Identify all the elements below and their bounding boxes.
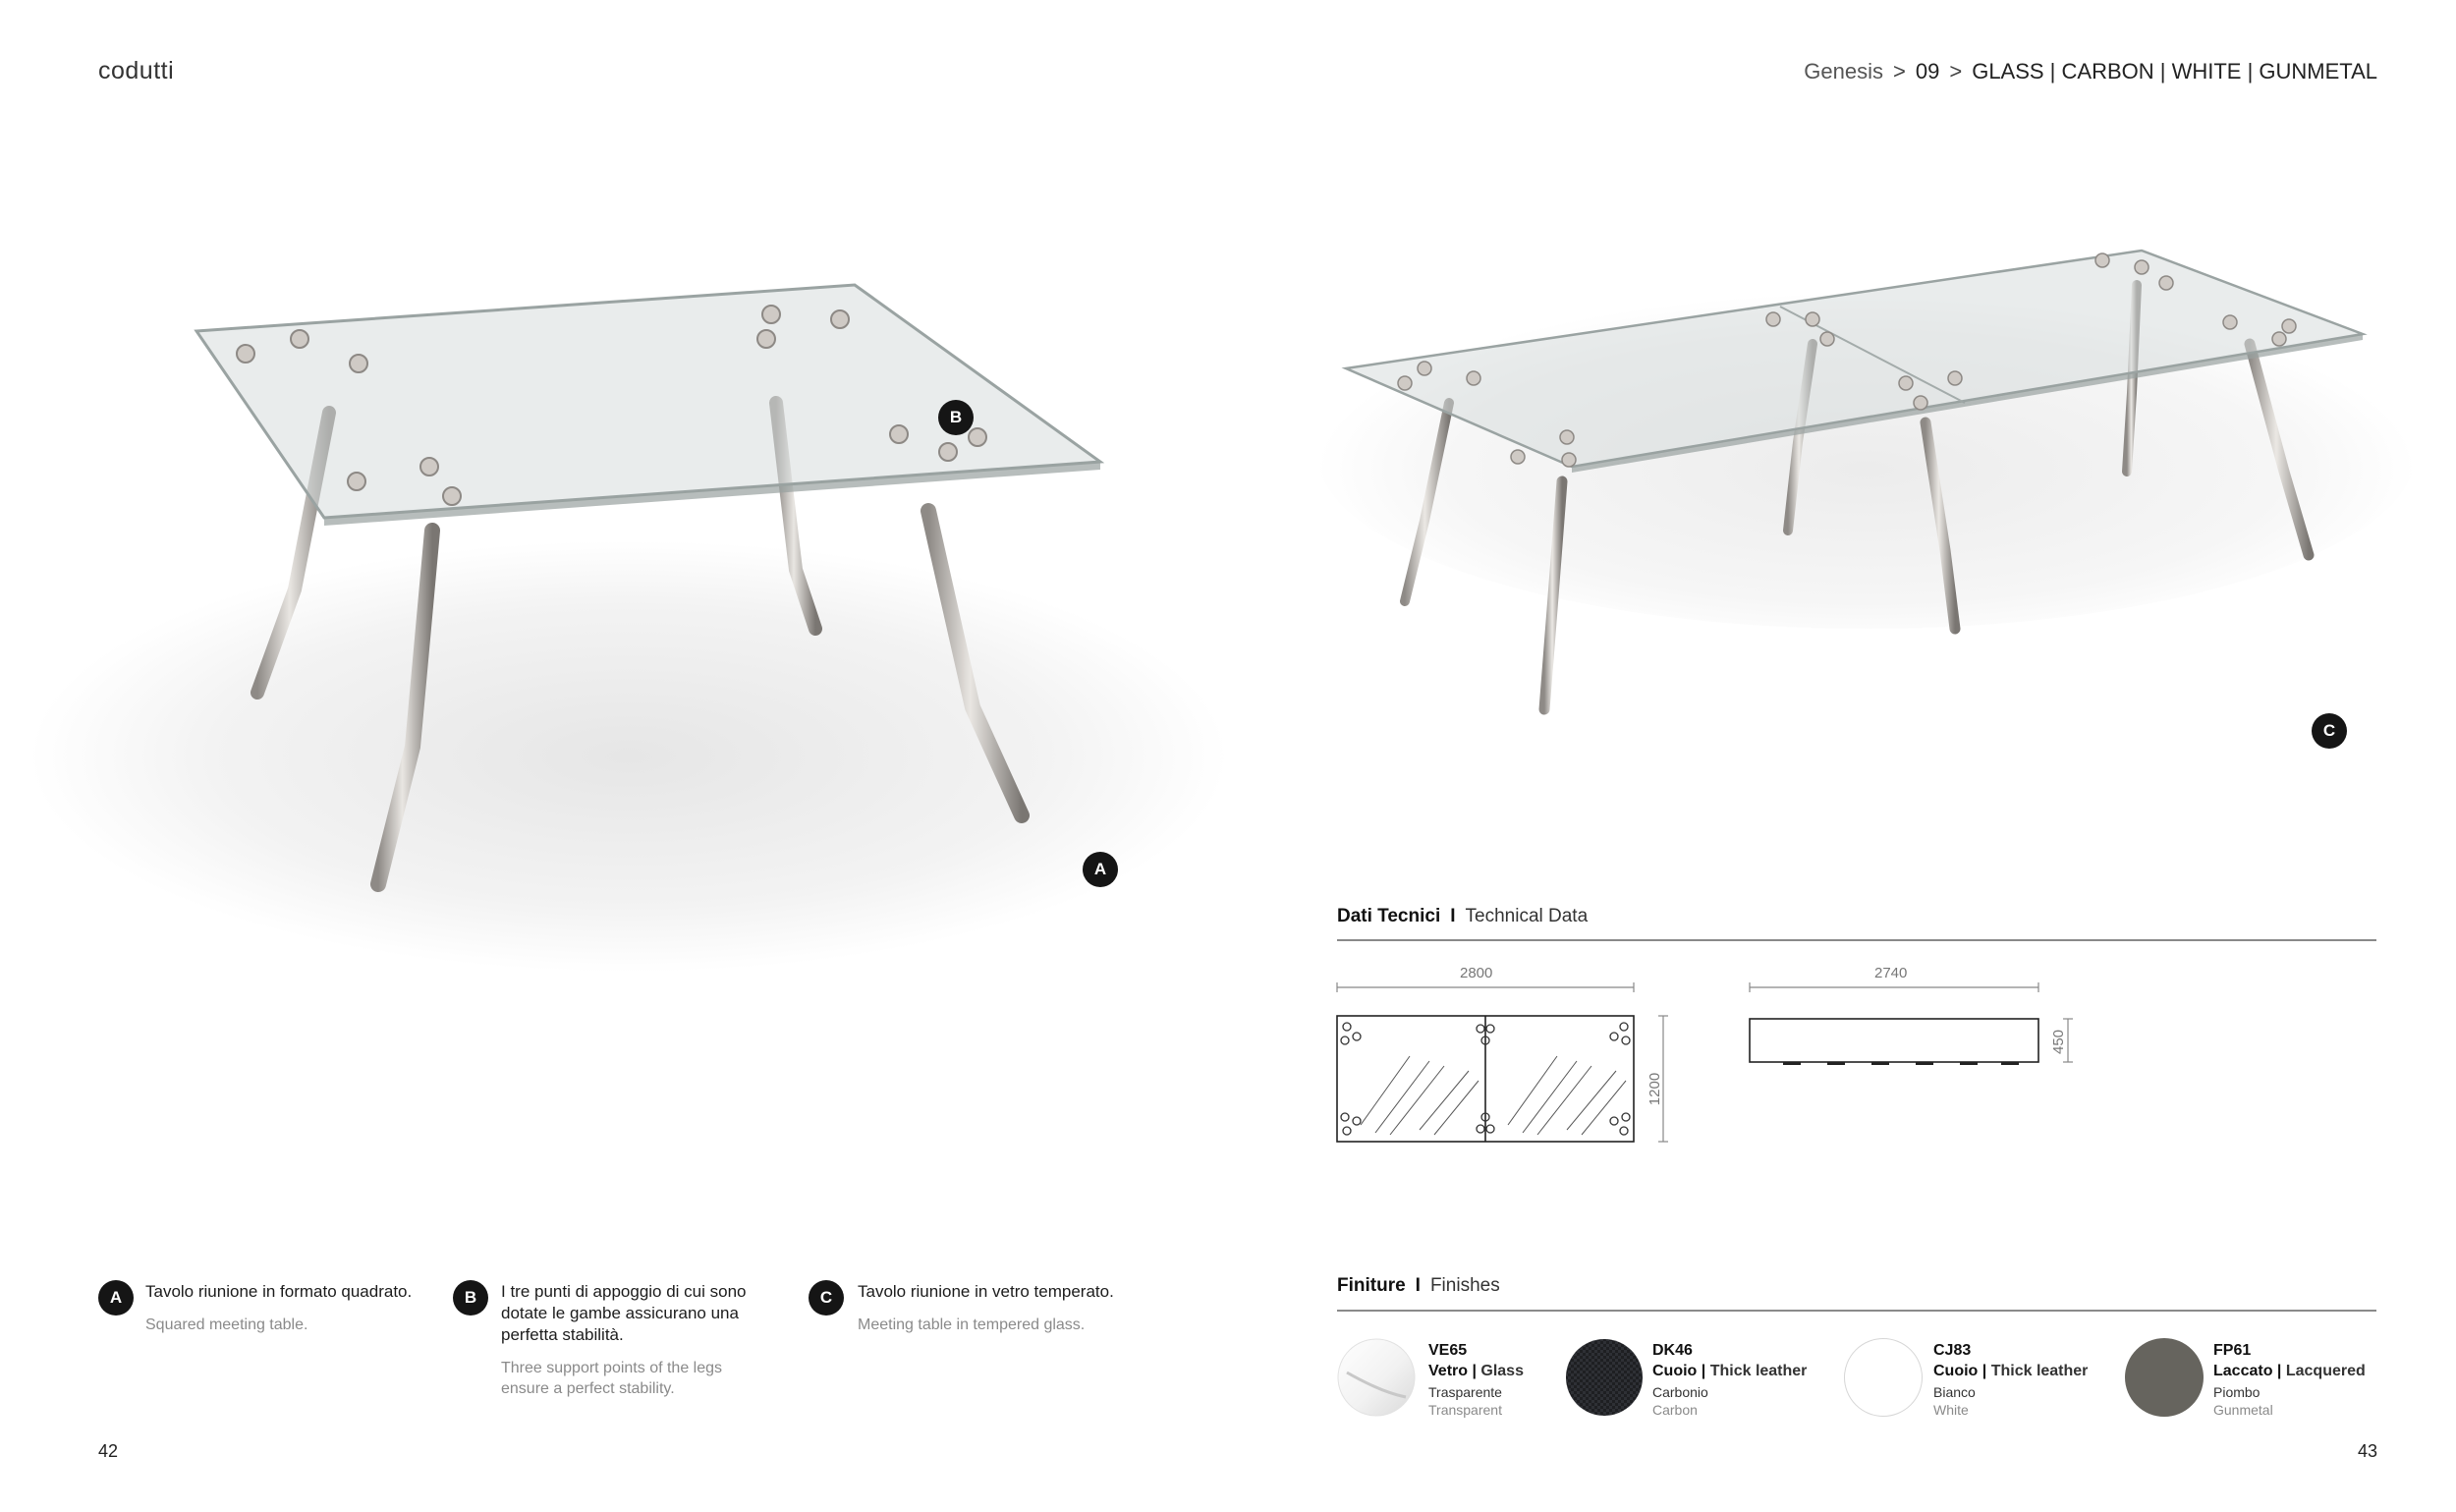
- finish-ve65-text: VE65 Vetro | Glass Trasparente Transparent: [1428, 1342, 1524, 1418]
- white-swatch: [1844, 1338, 1923, 1417]
- finish-material-it: Cuoio: [1652, 1363, 1698, 1379]
- finishes-heading: [1337, 1275, 1500, 1297]
- technical-divider-rule: [1337, 939, 2376, 941]
- finish-color-en: Transparent: [1428, 1402, 1502, 1418]
- finish-color-it: Carbonio: [1652, 1384, 1708, 1400]
- breadcrumb: [1804, 59, 2377, 84]
- finish-material-it: Laccato: [2213, 1363, 2273, 1379]
- finishes-title-en: Finishes: [1429, 1275, 1500, 1296]
- finish-code: VE65: [1428, 1342, 1468, 1359]
- finishes-divider-rule: [1337, 1310, 2376, 1312]
- gunmetal-swatch: [2125, 1338, 2204, 1417]
- finish-ve65: [1337, 1338, 1416, 1422]
- description-a: [145, 1281, 430, 1335]
- finish-material-en: Glass: [1480, 1363, 1524, 1379]
- finish-code: DK46: [1652, 1342, 1693, 1359]
- finish-color-en: White: [1933, 1402, 1969, 1418]
- square-table-photo: [0, 157, 1238, 1002]
- finish-color-en: Gunmetal: [2213, 1402, 2273, 1418]
- breadcrumb-finishes: GLASS | CARBON | WHITE | GUNMETAL: [1972, 59, 2377, 84]
- finish-code: CJ83: [1933, 1342, 1972, 1359]
- description-b: [501, 1281, 766, 1399]
- description-c: [858, 1281, 1172, 1335]
- finish-color-it: Trasparente: [1428, 1384, 1502, 1400]
- page-number-right: 43: [2357, 1441, 2377, 1461]
- finish-cj83: [1844, 1338, 1923, 1417]
- breadcrumb-separator: >: [1949, 59, 1963, 84]
- long-table-photo: [1277, 196, 2456, 786]
- description-a-en: Squared meeting table.: [145, 1316, 308, 1333]
- description-marker-c: C: [809, 1280, 844, 1316]
- technical-title-en: Technical Data: [1465, 906, 1589, 926]
- description-c-en: Meeting table in tempered glass.: [858, 1316, 1086, 1333]
- finish-color-en: Carbon: [1652, 1402, 1698, 1418]
- finish-material-en: Thick leather: [1709, 1363, 1808, 1379]
- top-view-length-label: 2800: [1460, 965, 1493, 981]
- brand-logo: codutti: [98, 57, 175, 84]
- finish-fp61: [2125, 1338, 2204, 1417]
- carbon-swatch: [1565, 1338, 1644, 1417]
- page-number-left: 42: [98, 1441, 119, 1461]
- description-marker-b: B: [453, 1280, 488, 1316]
- technical-title-it: Dati Tecnici: [1337, 906, 1441, 926]
- breadcrumb-collection: Genesis: [1804, 59, 1883, 84]
- description-b-it: I tre punti di appoggio di cui sono dotate le gambe assicurano una perfetta stabilità.: [501, 1282, 747, 1344]
- breadcrumb-separator: >: [1893, 59, 1906, 84]
- finishes-divider: I: [1415, 1275, 1421, 1296]
- top-view-drawing: [1331, 978, 1685, 1149]
- top-view-depth-label: 1200: [1647, 1072, 1664, 1106]
- finish-material-en: Lacquered: [2285, 1363, 2366, 1379]
- side-view-length-label: 2740: [1874, 965, 1908, 981]
- description-b-en: Three support points of the legs ensure a perfect stability.: [501, 1360, 723, 1397]
- side-view-drawing: [1744, 978, 2088, 1076]
- finish-cj83-text: CJ83 Cuoio | Thick leather Bianco White: [1933, 1342, 2089, 1418]
- finishes-title-it: Finiture: [1337, 1275, 1406, 1296]
- glass-swatch: [1337, 1338, 1416, 1417]
- finish-color-it: Piombo: [2213, 1384, 2261, 1400]
- finish-material-it: Cuoio: [1933, 1363, 1979, 1379]
- description-marker-a: A: [98, 1280, 134, 1316]
- side-view-height-label: 450: [2050, 1029, 2068, 1055]
- finish-color-it: Bianco: [1933, 1384, 1976, 1400]
- description-a-it: Tavolo riunione in formato quadrato.: [145, 1282, 413, 1301]
- marker-b: B: [938, 400, 974, 435]
- technical-data-heading: [1337, 906, 1588, 927]
- finish-material-en: Thick leather: [1990, 1363, 2089, 1379]
- finish-dk46: [1565, 1338, 1644, 1422]
- finish-material-it: Vetro: [1428, 1363, 1469, 1379]
- finish-dk46-text: DK46 Cuoio | Thick leather Carbonio Carbon: [1652, 1342, 1808, 1418]
- finish-fp61-text: FP61 Laccato | Lacquered Piombo Gunmetal: [2213, 1342, 2366, 1418]
- description-c-it: Tavolo riunione in vetro temperato.: [858, 1282, 1114, 1301]
- marker-c: C: [2312, 713, 2347, 749]
- breadcrumb-code: 09: [1915, 59, 1940, 84]
- technical-divider: I: [1450, 906, 1456, 926]
- marker-a: A: [1083, 852, 1118, 887]
- finish-code: FP61: [2213, 1342, 2252, 1359]
